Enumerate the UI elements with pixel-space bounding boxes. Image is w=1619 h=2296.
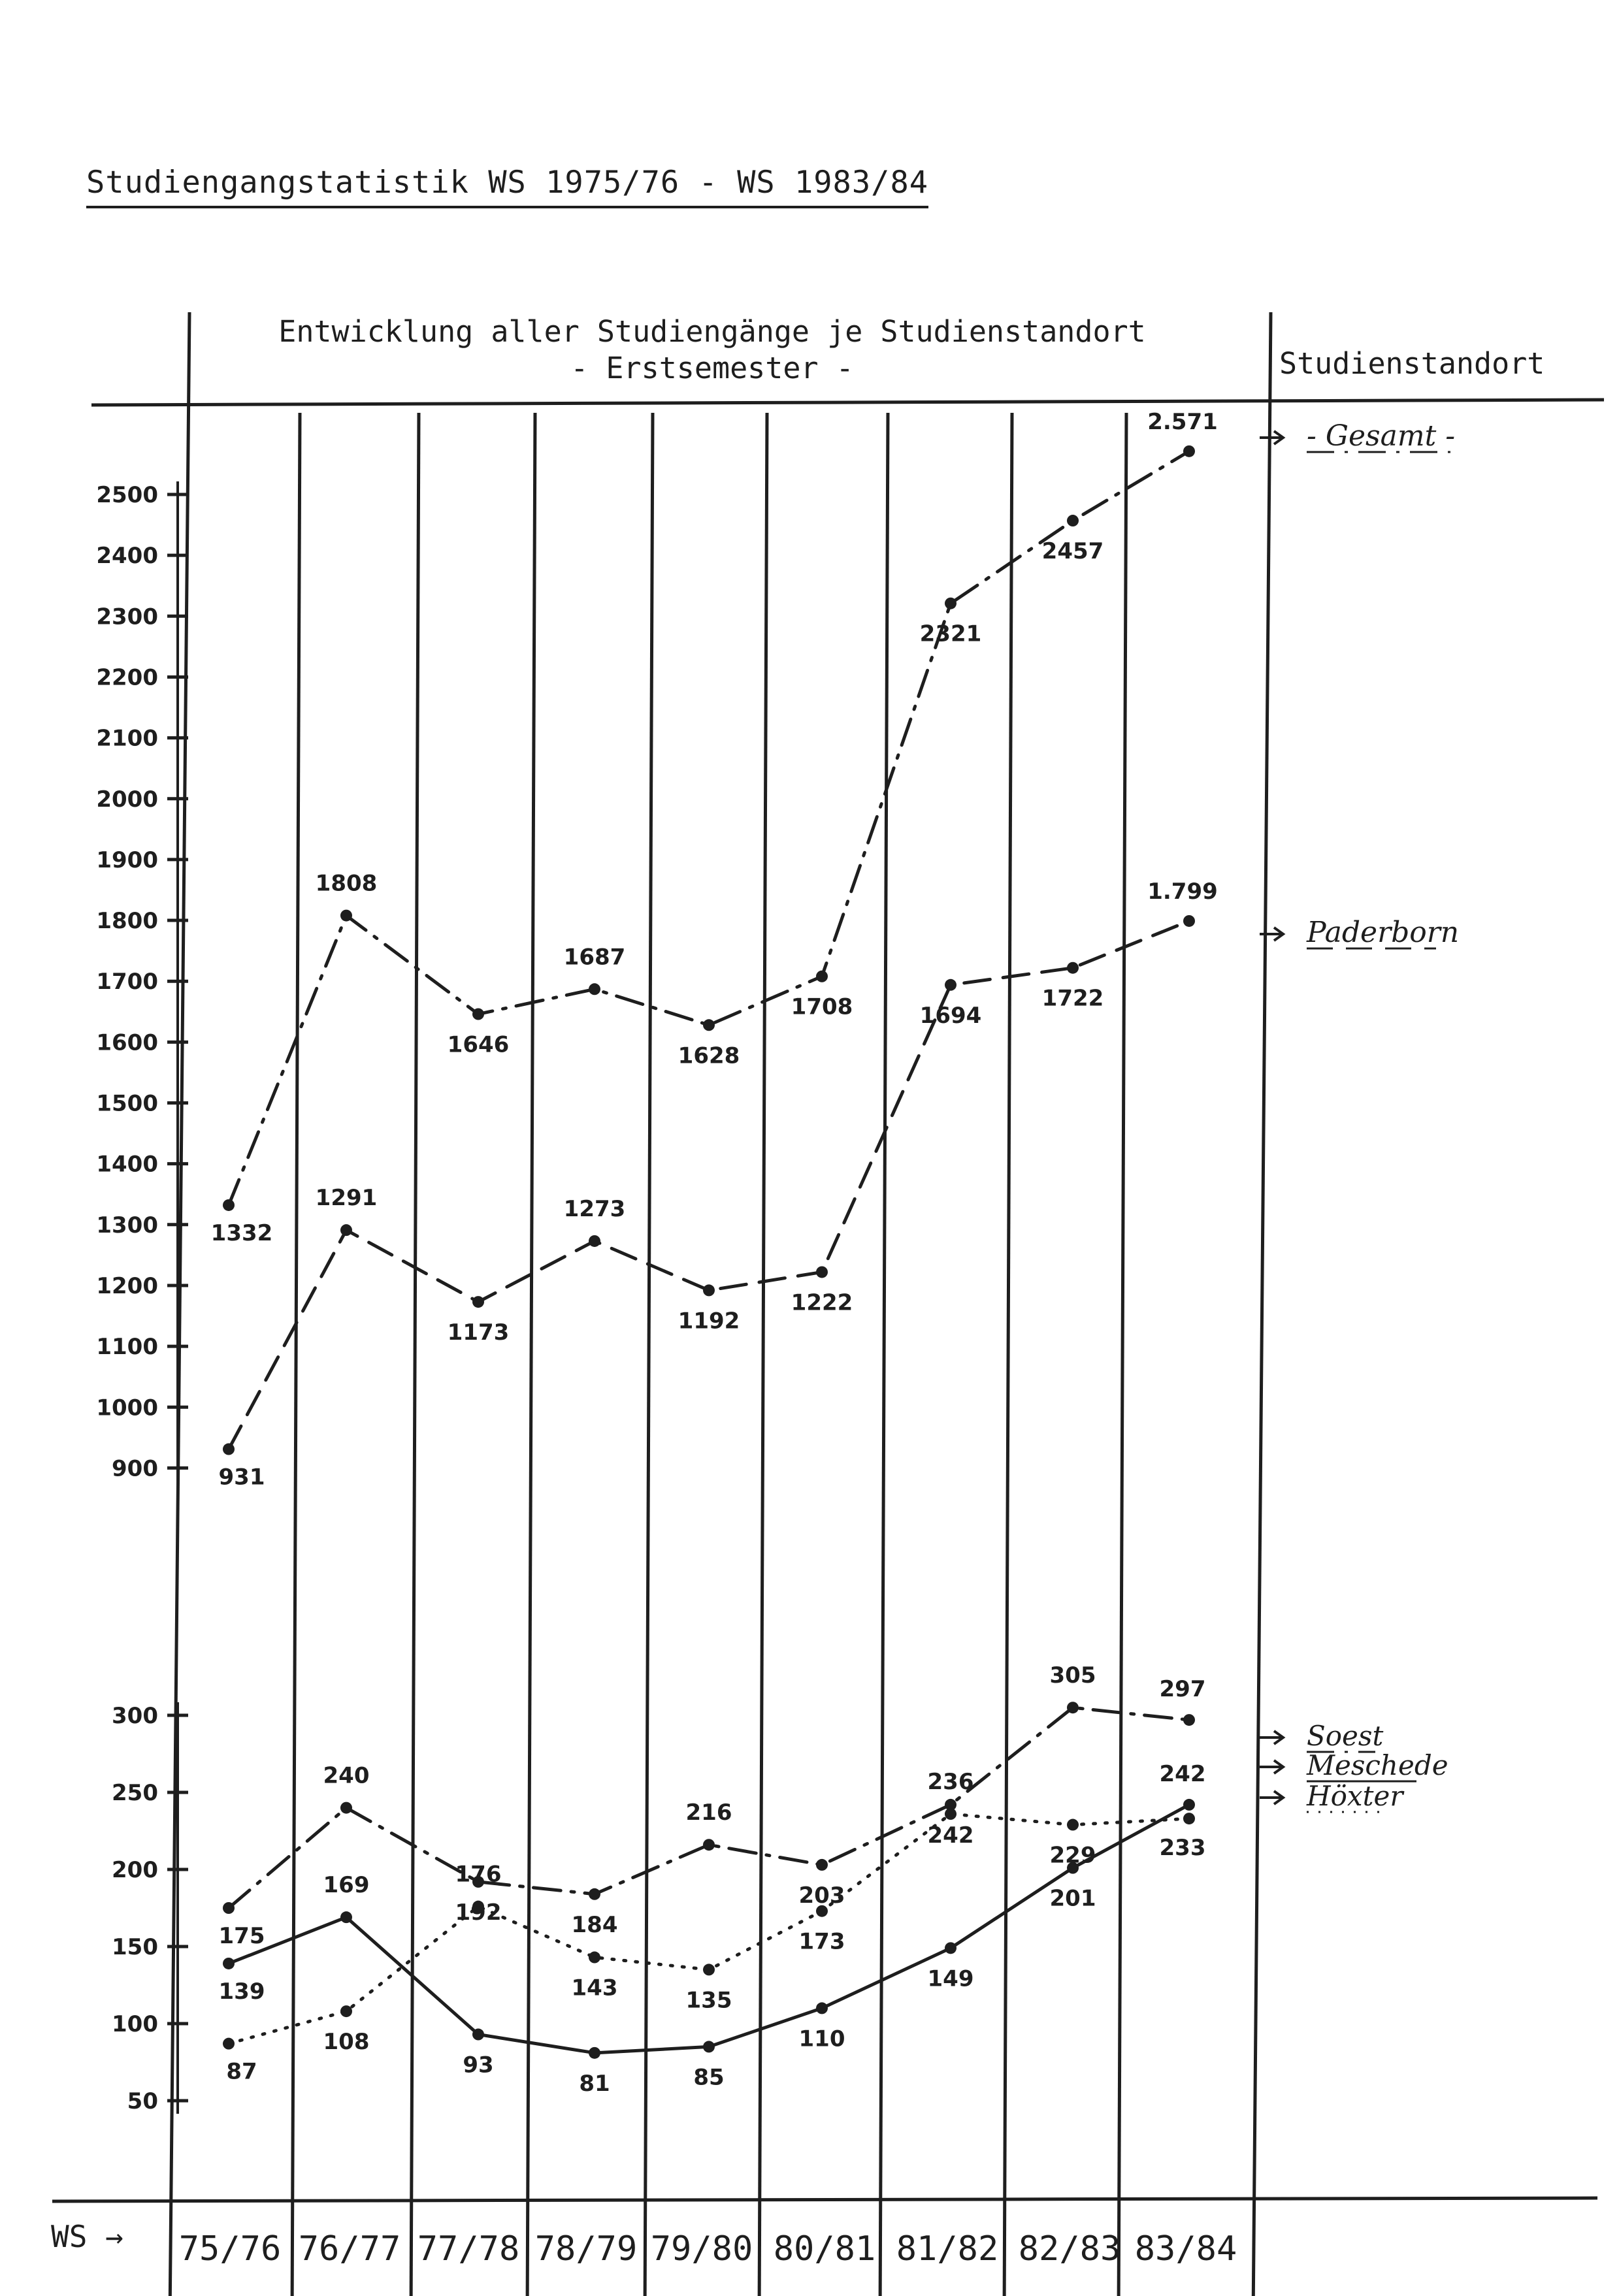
lower-axis-tick-label: 250	[112, 1780, 158, 1806]
paderborn-data-label: 1722	[1041, 985, 1104, 1012]
soest-data-point	[589, 1888, 600, 1900]
x-tick-label: 75/76	[178, 2229, 282, 2269]
h-xter-data-label: 176	[455, 1861, 502, 1888]
paderborn-data-label: 1273	[563, 1195, 626, 1222]
meschede-data-point	[945, 1942, 957, 1954]
soest-data-label: 242	[927, 1822, 974, 1849]
footer-divider-line	[52, 2198, 1597, 2201]
lower-axis-tick-label: 100	[112, 2011, 158, 2037]
column-gridline	[1119, 413, 1126, 2296]
column-gridlines	[292, 413, 1126, 2296]
legend-heading: Studienstandort	[1279, 346, 1545, 381]
gesamt-data-point	[1067, 515, 1079, 526]
paderborn-data-label: 931	[218, 1464, 265, 1491]
column-gridline	[411, 413, 419, 2296]
upper-axis-tick-label: 1600	[96, 1029, 158, 1056]
soest-data-label: 305	[1049, 1662, 1096, 1689]
gesamt-data-point	[223, 1199, 235, 1211]
h-xter-data-point	[340, 2005, 352, 2017]
gesamt-data-point	[703, 1019, 715, 1031]
h-xter-legend-label: Höxter	[1307, 1780, 1403, 1812]
soest-data-label: 240	[323, 1762, 370, 1789]
left-frame-line	[170, 312, 189, 2296]
column-gridline	[759, 413, 767, 2296]
soest-data-label: 216	[685, 1800, 732, 1826]
soest-data-label: 192	[455, 1899, 502, 1926]
x-tick-label: 81/82	[896, 2229, 999, 2269]
paderborn-data-point	[472, 1296, 484, 1308]
gesamt-data-label: 2457	[1041, 538, 1104, 565]
upper-axis-tick-label: 2300	[96, 604, 158, 630]
meschede-data-point	[816, 2002, 828, 2014]
meschede-data-point	[1183, 1799, 1195, 1811]
upper-axis-tick-label: 1200	[96, 1272, 158, 1299]
meschede-data-label: 81	[579, 2070, 610, 2097]
h-xter-data-label: 143	[571, 1975, 618, 2001]
x-tick-label: 83/84	[1134, 2229, 1237, 2269]
h-xter-data-point	[223, 2038, 235, 2050]
paderborn-data-point	[945, 979, 957, 991]
paderborn-data-label: 1222	[791, 1289, 853, 1316]
upper-axis-tick-label: 1900	[96, 847, 158, 873]
upper-axis-tick-label: 2500	[96, 482, 158, 508]
upper-axis-tick-label: 2200	[96, 664, 158, 691]
gesamt-data-point	[816, 971, 828, 982]
gesamt-data-label: 1708	[791, 994, 853, 1020]
paderborn-data-label: 1.799	[1147, 878, 1218, 905]
soest-data-label: 184	[571, 1911, 618, 1938]
h-xter-data-label: 108	[323, 2029, 370, 2056]
meschede-data-point	[223, 1958, 235, 1969]
x-tick-label: 78/79	[534, 2229, 638, 2269]
x-axis-title: WS →	[51, 2219, 123, 2254]
meschede-data-label: 85	[693, 2064, 725, 2091]
gesamt-data-label: 1646	[447, 1031, 510, 1058]
gesamt-data-point	[945, 598, 957, 609]
meschede-data-point	[589, 2047, 600, 2059]
soest-data-point	[1067, 1702, 1079, 1713]
column-gridline	[880, 413, 888, 2296]
h-xter-data-label: 233	[1159, 1835, 1206, 1862]
lower-axis-tick-label: 150	[112, 1934, 158, 1960]
meschede-data-label: 169	[323, 1872, 370, 1899]
column-gridline	[527, 413, 535, 2296]
upper-axis-tick-label: 1500	[96, 1090, 158, 1117]
h-xter-data-label: 135	[685, 1987, 732, 2014]
gesamt-data-point	[472, 1009, 484, 1020]
soest-data-point	[816, 1859, 828, 1871]
soest-data-point	[223, 1902, 235, 1914]
x-tick-label: 82/83	[1018, 2229, 1121, 2269]
paderborn-data-point	[589, 1235, 600, 1247]
upper-axis-tick-label: 1100	[96, 1334, 158, 1361]
column-gridline	[645, 413, 653, 2296]
lower-axis-tick-label: 50	[127, 2088, 158, 2114]
gesamt-data-point	[1183, 445, 1195, 457]
paderborn-data-point	[340, 1224, 352, 1236]
gesamt-data-point	[340, 910, 352, 922]
upper-axis-tick-label: 2400	[96, 543, 158, 570]
paderborn-data-label: 1694	[919, 1002, 982, 1029]
soest-data-label: 203	[798, 1882, 845, 1909]
x-tick-label: 76/77	[298, 2229, 401, 2269]
h-xter-data-point	[703, 1964, 715, 1975]
chart-heading-line-1: Entwicklung aller Studiengänge je Studienstandort	[278, 314, 1146, 349]
upper-axis-tick-label: 1700	[96, 969, 158, 995]
page-title: Studiengangstatistik WS 1975/76 - WS 1983/84	[86, 165, 928, 208]
x-tick-label: 80/81	[773, 2229, 876, 2269]
soest-legend-label: Soest	[1307, 1720, 1384, 1752]
meschede-data-point	[703, 2041, 715, 2052]
paderborn-data-label: 1192	[678, 1308, 740, 1334]
gesamt-data-label: 2321	[919, 621, 982, 647]
meschede-legend-label: Meschede	[1307, 1749, 1448, 1781]
soest-data-point	[703, 1839, 715, 1851]
chart-heading-line-2: - Erstsemester -	[570, 351, 854, 385]
h-xter-data-point	[1183, 1813, 1195, 1824]
gesamt-data-label: 2.571	[1147, 408, 1218, 435]
meschede-data-label: 139	[218, 1978, 265, 2005]
lower-axis-tick-label: 300	[112, 1703, 158, 1729]
meschede-data-label: 110	[798, 2026, 845, 2052]
upper-axis-tick-label: 2000	[96, 786, 158, 813]
paderborn-data-label: 1173	[447, 1319, 510, 1346]
legend	[1260, 419, 1459, 1812]
upper-axis-tick-label: 1000	[96, 1395, 158, 1421]
gesamt-data-label: 1687	[563, 944, 626, 971]
soest-data-point	[340, 1802, 352, 1814]
soest-data-point	[1183, 1714, 1195, 1726]
column-gridline	[1004, 413, 1012, 2296]
paderborn-data-point	[1183, 915, 1195, 927]
h-xter-data-label: 173	[798, 1928, 845, 1955]
column-gridline	[292, 413, 300, 2296]
h-xter-data-point	[589, 1952, 600, 1964]
x-tick-label: 77/78	[417, 2229, 520, 2269]
paderborn-legend-label: Paderborn	[1307, 916, 1460, 949]
meschede-data-label: 93	[463, 2052, 494, 2078]
meschede-data-point	[340, 1911, 352, 1923]
paderborn-data-label: 1291	[315, 1185, 378, 1212]
meschede-data-point	[472, 2029, 484, 2041]
paderborn-data-point	[1067, 962, 1079, 974]
meschede-data-label: 201	[1049, 1885, 1096, 1912]
lower-axis-tick-label: 200	[112, 1857, 158, 1883]
paderborn-data-point	[223, 1444, 235, 1455]
h-xter-data-label: 87	[226, 2058, 257, 2085]
y-axes	[96, 481, 188, 2114]
upper-axis-tick-label: 1300	[96, 1212, 158, 1238]
soest-data-label: 297	[1159, 1676, 1206, 1703]
upper-axis-tick-label: 1800	[96, 908, 158, 935]
gesamt-data-point	[589, 983, 600, 995]
h-xter-data-point	[1067, 1819, 1079, 1831]
gesamt-data-label: 1808	[315, 870, 378, 897]
paderborn-data-point	[816, 1266, 828, 1278]
header-divider-line	[91, 400, 1604, 405]
h-xter-data-label: 236	[927, 1769, 974, 1796]
gesamt-data-label: 1332	[210, 1220, 273, 1246]
paderborn-data-point	[703, 1284, 715, 1296]
upper-axis-tick-label: 2100	[96, 725, 158, 752]
soest-data-label: 175	[218, 1923, 265, 1949]
h-xter-data-point	[945, 1808, 957, 1820]
upper-axis-tick-label: 900	[112, 1455, 158, 1482]
right-frame-line	[1253, 312, 1271, 2296]
gesamt-data-label: 1628	[678, 1043, 740, 1069]
h-xter-data-label: 229	[1049, 1842, 1096, 1869]
upper-axis-tick-label: 1400	[96, 1151, 158, 1178]
x-tick-label: 79/80	[650, 2229, 753, 2269]
meschede-data-label: 149	[927, 1965, 974, 1992]
gesamt-legend-label: - Gesamt -	[1307, 419, 1456, 453]
meschede-data-label: 242	[1159, 1760, 1206, 1787]
